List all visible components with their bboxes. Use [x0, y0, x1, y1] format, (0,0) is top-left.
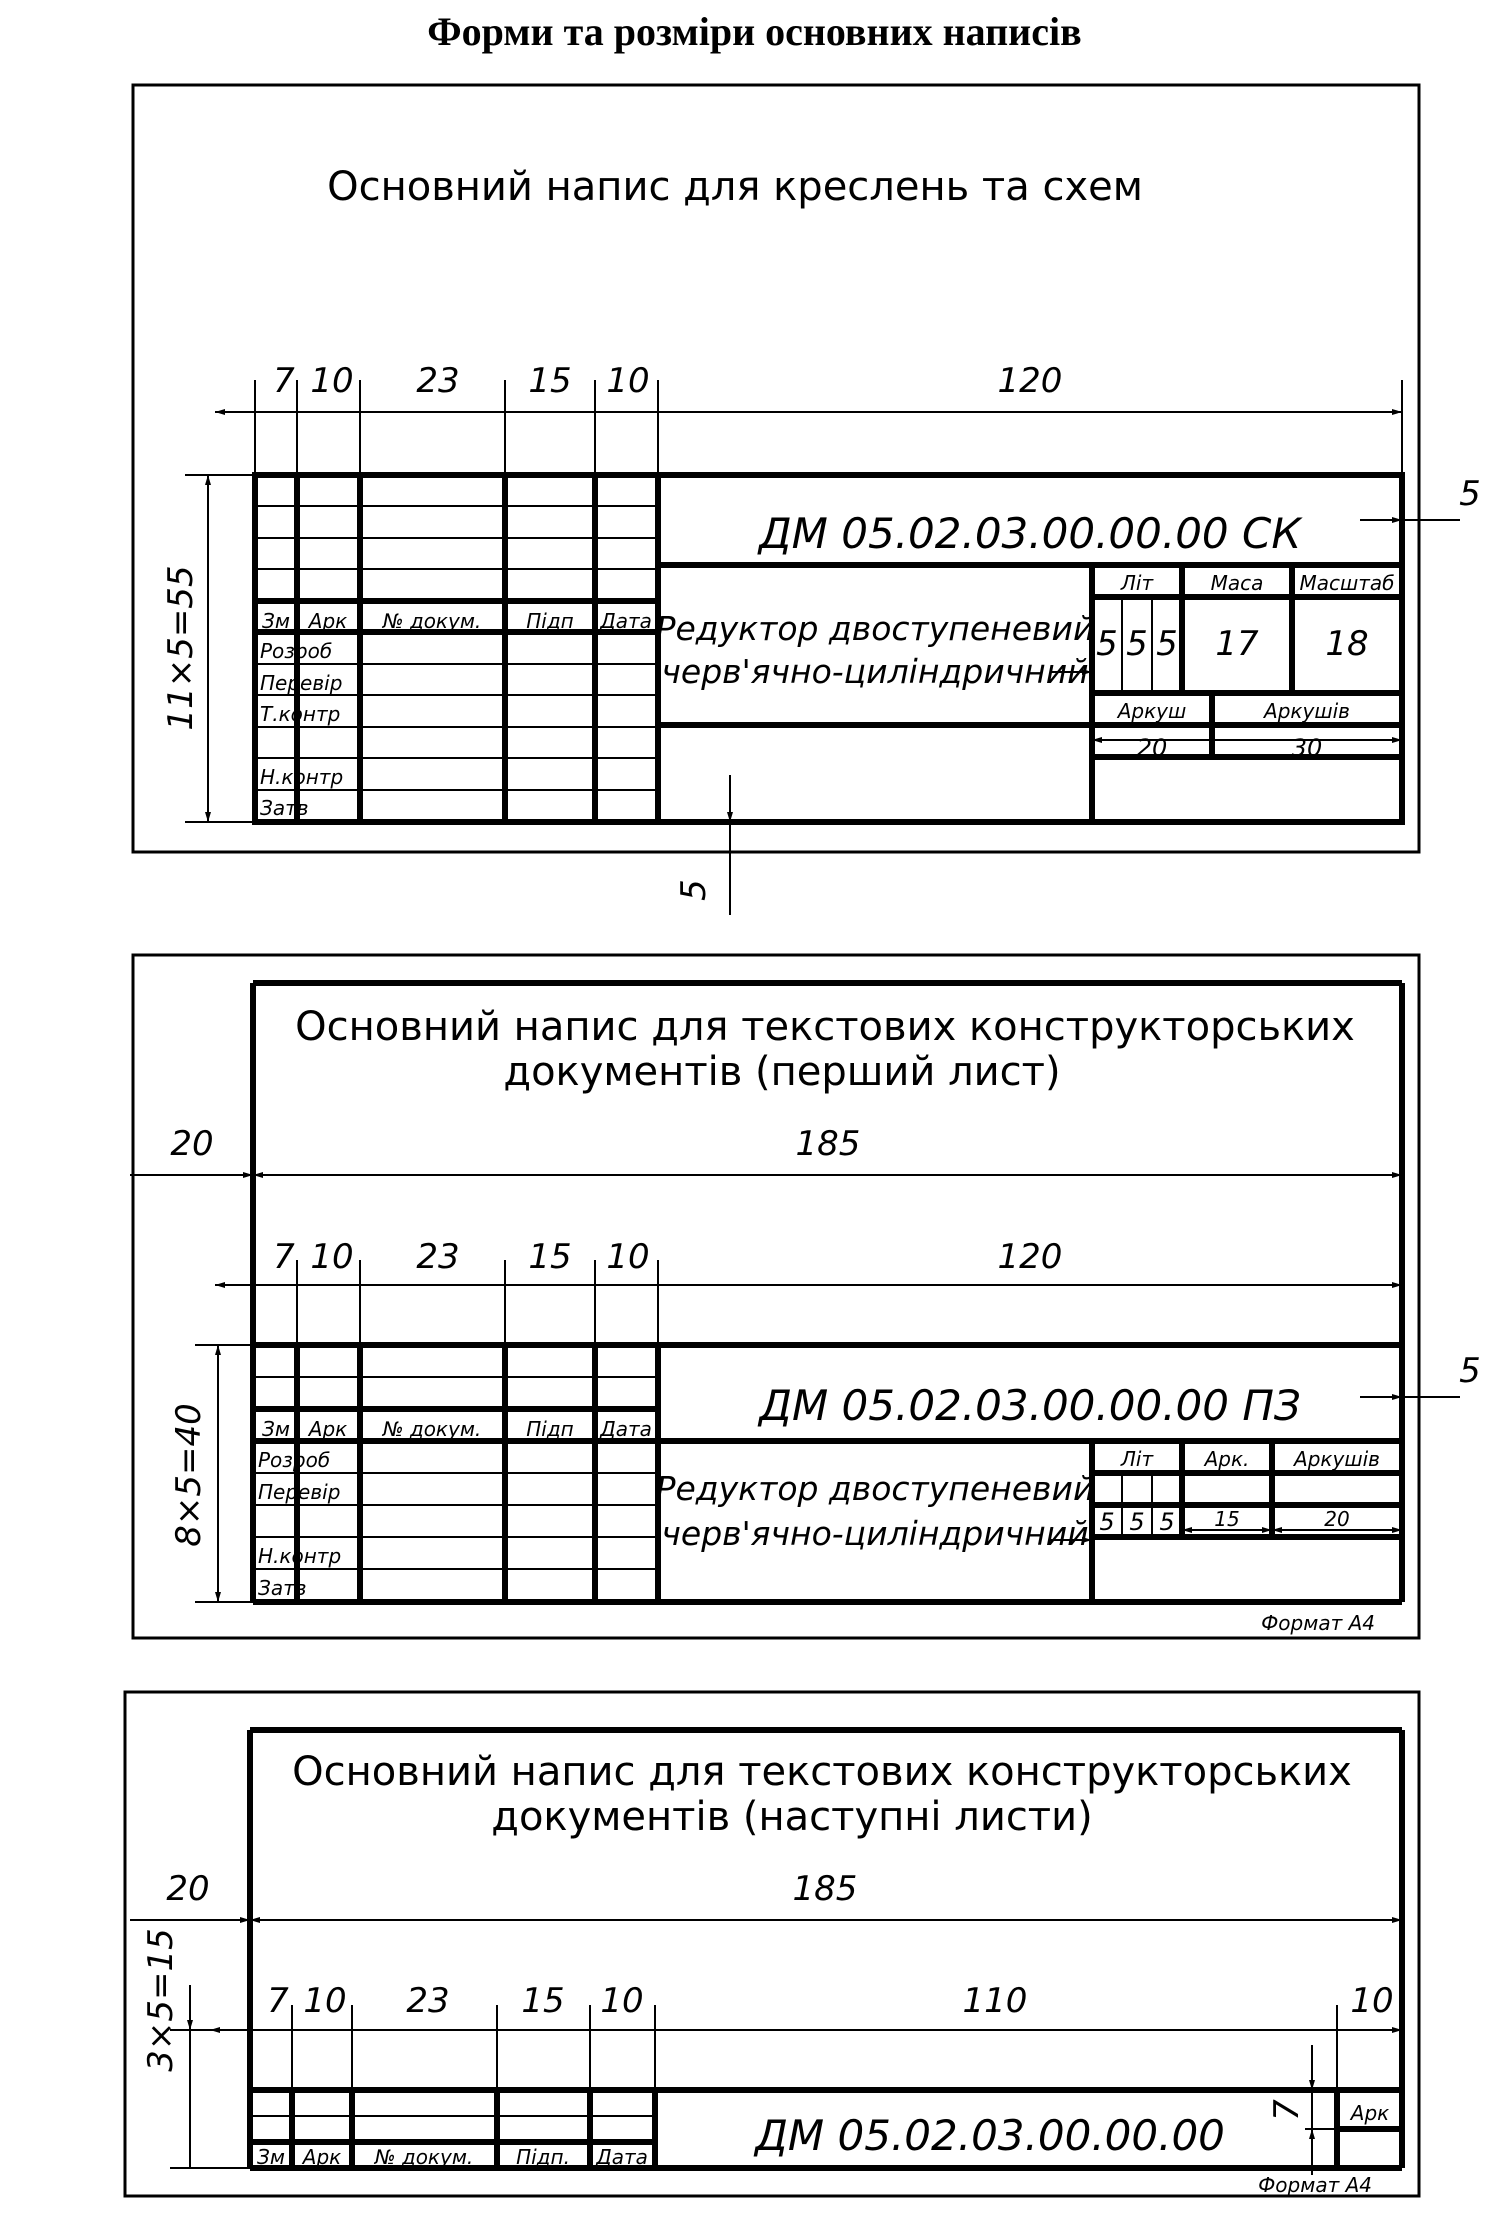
p3-col-pidp: Підп.: [516, 2145, 570, 2169]
panel1-dim-bottom: [674, 775, 730, 915]
p1-sheets-value: 30: [1291, 734, 1323, 762]
panel2-heading-line2: документів (перший лист): [503, 1049, 1061, 1095]
p1-col-pidp: Підп: [526, 609, 574, 633]
p2-row-rozrob: Розроб: [258, 1448, 331, 1472]
p3-doc-code: ДМ 05.02.03.00.00.00: [755, 2111, 1225, 2160]
p2-row-perevir: Перевір: [258, 1480, 341, 1504]
p1-doc-code: ДМ 05.02.03.00.00.00 СК: [758, 509, 1302, 558]
panel1-title-block: [255, 475, 1402, 822]
p3-dim-23: 23: [406, 1981, 450, 2021]
p2-dim-120: 120: [997, 1237, 1063, 1277]
p2-dim-left: 20: [170, 1124, 214, 1164]
panel1-heading: Основний напис для креслень та схем: [327, 164, 1143, 210]
p2-doc-code: ДМ 05.02.03.00.00.00 ПЗ: [759, 1381, 1301, 1430]
p3-sheet: Арк: [1350, 2101, 1390, 2125]
p1-dim-10a: 10: [310, 361, 354, 401]
p3-col-data: Дата: [596, 2145, 648, 2169]
p3-dim-10a: 10: [303, 1981, 347, 2021]
p2-dim-23: 23: [416, 1237, 460, 1277]
p2-row-nkontr: Н.контр: [258, 1544, 342, 1568]
p2-sheet-value: 15: [1214, 1507, 1240, 1531]
p2-format: Формат А4: [1261, 1611, 1375, 1635]
panel3-dim-width: [130, 1869, 1402, 1920]
panel2-dim-height: [169, 1345, 253, 1602]
p1-lit-1: 5: [1096, 624, 1118, 664]
p3-dim-left: 20: [166, 1869, 210, 1909]
p3-dim-10b: 10: [600, 1981, 644, 2021]
p1-dim-right: 5: [1459, 474, 1481, 514]
p3-format: Формат А4: [1258, 2173, 1372, 2197]
p2-lit: Літ: [1120, 1447, 1154, 1471]
p2-row-zatv: Затв: [258, 1576, 307, 1600]
panel2-dim-chain: [215, 1237, 1402, 1345]
panel3-dim-height: [141, 1928, 250, 2168]
panel3-heading-line1: Основний напис для текстових конструкторських: [292, 1749, 1352, 1795]
p1-lit-3: 5: [1156, 624, 1178, 664]
page-title: Форми та розміри основних написів: [427, 9, 1082, 54]
p1-mass: Маса: [1210, 571, 1264, 595]
p2-col-data: Дата: [600, 1417, 652, 1441]
p3-dim-10c: 10: [1350, 1981, 1394, 2021]
p1-row-tkontr: Т.контр: [260, 702, 341, 726]
panel3-title-block: [250, 2045, 1402, 2197]
p2-col-zm: Зм: [262, 1417, 290, 1441]
p1-col-dokum: № докум.: [382, 609, 482, 633]
p2-dim-10b: 10: [606, 1237, 650, 1277]
p1-row-nkontr: Н.контр: [260, 765, 344, 789]
p3-dim-15: 15: [521, 1981, 565, 2021]
p3-col-ark: Арк: [302, 2145, 342, 2169]
panel3-heading-line2: документів (наступні листи): [491, 1794, 1093, 1840]
p2-sheets: Аркушів: [1294, 1447, 1380, 1471]
p1-name-line2: черв'ячно-циліндричний: [661, 652, 1089, 691]
p2-sheets-value: 20: [1324, 1507, 1350, 1531]
p2-dim-10a: 10: [310, 1237, 354, 1277]
p1-col-data: Дата: [600, 609, 652, 633]
p3-col-zm: Зм: [257, 2145, 285, 2169]
p1-row-perevir: Перевір: [260, 671, 343, 695]
p2-dim-7: 7: [273, 1237, 295, 1277]
p2-lit-1: 5: [1099, 1508, 1115, 1536]
panel1-dim-height: [161, 475, 255, 822]
p1-dim-7: 7: [273, 361, 295, 401]
p1-sheets: Аркушів: [1264, 699, 1350, 723]
p3-dim-110: 110: [962, 1981, 1028, 2021]
p2-dim-height: 8×5=40: [169, 1403, 209, 1547]
p1-lit: Літ: [1120, 571, 1154, 595]
p1-name-line1: Редуктор двоступеневий: [655, 609, 1095, 648]
panel-text-first: [130, 955, 1481, 1638]
p2-sheet: Арк.: [1204, 1447, 1250, 1471]
p1-dim-bottom: 5: [674, 879, 714, 901]
p2-col-dokum: № докум.: [382, 1417, 482, 1441]
p1-sheet: Аркуш: [1117, 699, 1187, 723]
p2-lit-2: 5: [1129, 1508, 1145, 1536]
p2-name-line2: черв'ячно-циліндричний: [661, 1514, 1089, 1553]
p2-name-line1: Редуктор двоступеневий: [655, 1469, 1095, 1508]
p1-dim-120: 120: [997, 361, 1063, 401]
p3-dim-row: 7: [1267, 2099, 1307, 2121]
p3-dim-height: 3×5=15: [141, 1928, 181, 2072]
panel2-title-block: [253, 1345, 1402, 1635]
p2-lit-3: 5: [1159, 1508, 1175, 1536]
panel2-heading-line1: Основний напис для текстових конструкторських: [295, 1004, 1355, 1050]
panel2-dim-width: [130, 1124, 1402, 1175]
p3-dim-width: 185: [792, 1869, 858, 1909]
p1-dim-height: 11×5=55: [161, 565, 201, 731]
panel1-dim-chain: [215, 361, 1402, 475]
panel-text-next: [125, 1692, 1419, 2197]
p1-col-zm: Зм: [262, 609, 290, 633]
p2-dim-15: 15: [528, 1237, 572, 1277]
p1-col-ark: Арк: [308, 609, 348, 633]
p1-scale: Масштаб: [1299, 571, 1395, 595]
panel3-dim-chain: [210, 1981, 1402, 2090]
p2-col-pidp: Підп: [526, 1417, 574, 1441]
p3-col-dokum: № докум.: [374, 2145, 474, 2169]
p1-scale-value: 18: [1325, 624, 1369, 664]
p1-dim-15: 15: [528, 361, 572, 401]
panel-drawings: [133, 85, 1481, 915]
p1-row-rozrob: Розроб: [260, 639, 333, 663]
p1-dim-23: 23: [416, 361, 460, 401]
p1-lit-2: 5: [1126, 624, 1148, 664]
p1-mass-value: 17: [1215, 624, 1259, 664]
p1-dim-10b: 10: [606, 361, 650, 401]
p2-col-ark: Арк: [308, 1417, 348, 1441]
p2-dim-width: 185: [795, 1124, 861, 1164]
p2-dim-right: 5: [1459, 1351, 1481, 1391]
p1-row-zatv: Затв: [260, 796, 309, 820]
p3-dim-7: 7: [267, 1981, 289, 2021]
p1-sheet-value: 20: [1136, 734, 1168, 762]
